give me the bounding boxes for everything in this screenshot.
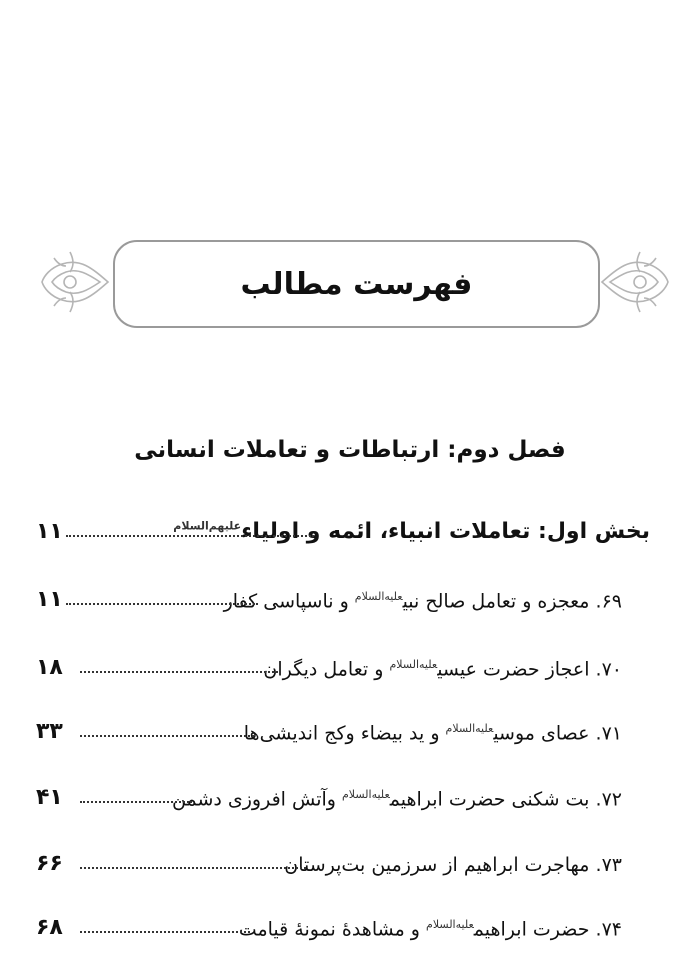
leader-dots xyxy=(80,671,278,673)
toc-entry-row[interactable] xyxy=(36,706,650,746)
toc-entry-row[interactable] xyxy=(36,642,650,682)
toc-section-row[interactable] xyxy=(36,506,650,546)
section-title: بخش اول: تعاملات انبیاء، ائمه و اولیاء$^{علیهم‌السلام}$ xyxy=(173,519,650,544)
page-number: ۴۱ xyxy=(36,785,63,810)
toc-entry-row[interactable] xyxy=(36,838,650,878)
page-number: ۶۸ xyxy=(36,915,63,940)
page-number: ۶۶ xyxy=(36,851,63,876)
page-number: ۳۳ xyxy=(36,719,63,744)
entry-title: ۷۴. حضرت ابراهیم$^{علیه‌السلام}$ و مشاهدهٔ نمونهٔ قیامت xyxy=(238,917,622,940)
page-title: فهرست مطالب xyxy=(240,266,473,302)
toc-entry-row[interactable] xyxy=(36,574,650,614)
leader-dots xyxy=(80,801,192,803)
left-ornament-icon xyxy=(40,244,110,320)
page-number: ۱۱ xyxy=(36,519,63,544)
entry-title: ۷۰. اعجاز حضرت عیسی$^{علیه‌السلام}$ و تعامل دیگران xyxy=(263,657,622,680)
chapter-heading: فصل دوم: ارتباطات و تعاملات انسانی xyxy=(134,437,566,463)
entry-title: ۷۱. عصای موسی$^{علیه‌السلام}$ و ید بیضاء وکج اندیشی‌ها xyxy=(243,721,622,744)
entry-title: ۷۳. مهاجرت ابراهیم از سرزمین بت‌پرستان xyxy=(284,854,622,876)
title-frame xyxy=(113,240,600,328)
leader-dots xyxy=(66,535,314,537)
leader-dots xyxy=(80,735,254,737)
page-number: ۱۸ xyxy=(36,655,63,680)
leader-dots xyxy=(80,931,250,933)
right-ornament-icon xyxy=(600,244,670,320)
toc-entry-row[interactable] xyxy=(36,772,650,812)
leader-dots xyxy=(80,867,306,869)
entry-title: ۷۲. بت شکنی حضرت ابراهیم$^{علیه‌السلام}$ وآتش افروزی دشمن xyxy=(172,787,622,810)
entry-title: ۶۹. معجزه و تعامل صالح نبی$^{علیه‌السلام}$ و ناسپاسی کفار xyxy=(223,589,622,612)
page-number: ۱۱ xyxy=(36,587,63,612)
leader-dots xyxy=(66,603,258,605)
toc-entry-row[interactable] xyxy=(36,902,650,942)
